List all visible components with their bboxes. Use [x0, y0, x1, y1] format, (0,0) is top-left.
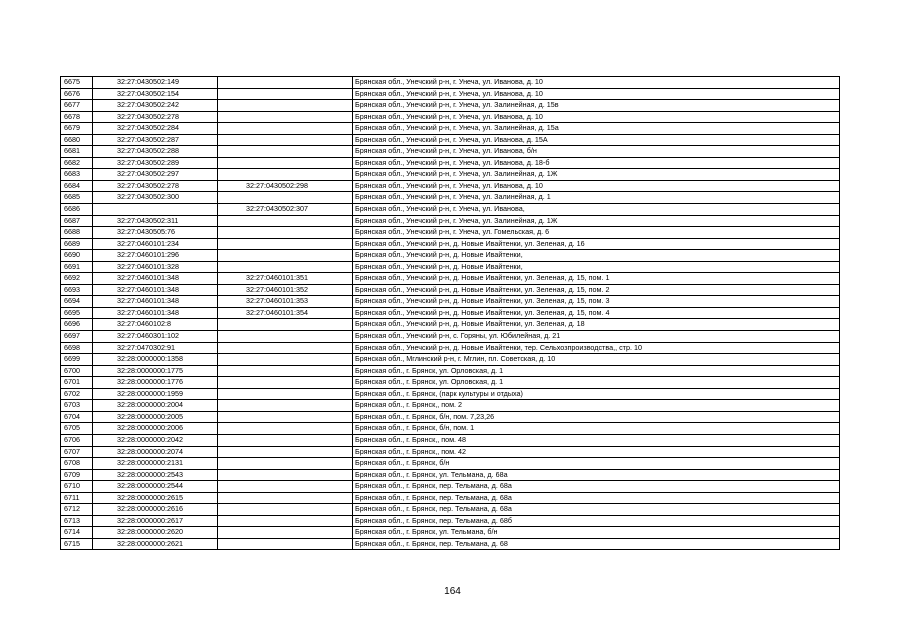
cadastral-number-cell: 32:27:0430505:76 [93, 227, 218, 239]
address-cell: Брянская обл., г. Брянск, ул. Тельмана, б/н [353, 527, 840, 539]
address-cell: Брянская обл., г. Брянск, пер. Тельмана, д. 68а [353, 504, 840, 516]
address-cell: Брянская обл., Унечский р-н, г. Унеча, ул. Иванова, б/н [353, 146, 840, 158]
row-number-cell: 6687 [61, 215, 93, 227]
address-cell: Брянская обл., Мглинский р-н, г. Мглин, пл. Советская, д. 10 [353, 354, 840, 366]
address-cell: Брянская обл., Унечский р-н, д. Новые Ивайтенки, ул. Зеленая, д. 18 [353, 319, 840, 331]
cadastral-number-cell: 32:27:0460101:328 [93, 261, 218, 273]
row-number-cell: 6705 [61, 423, 93, 435]
row-number-cell: 6712 [61, 504, 93, 516]
cadastral-number-cell: 32:28:0000000:2543 [93, 469, 218, 481]
row-number-cell: 6706 [61, 434, 93, 446]
address-cell: Брянская обл., Унечский р-н, г. Унеча, ул. Иванова, [353, 204, 840, 216]
address-cell: Брянская обл., Унечский р-н, д. Новые Ивайтенки, тер. Сельхозпроизводства,, стр. 10 [353, 342, 840, 354]
table-row [61, 481, 840, 493]
cadastral-number-cell: 32:28:0000000:2615 [93, 492, 218, 504]
related-cadastral-number-cell [218, 446, 353, 458]
related-cadastral-number-cell [218, 342, 353, 354]
related-cadastral-number-cell: 32:27:0460101:351 [218, 273, 353, 285]
cadastral-number-cell: 32:27:0430502:289 [93, 157, 218, 169]
cadastral-number-cell: 32:27:0460101:348 [93, 284, 218, 296]
table-row [61, 146, 840, 158]
related-cadastral-number-cell: 32:27:0460101:353 [218, 296, 353, 308]
row-number-cell: 6704 [61, 411, 93, 423]
address-cell: Брянская обл., г. Брянск, ул. Орловская, д. 1 [353, 377, 840, 389]
row-number-cell: 6693 [61, 284, 93, 296]
table-row [61, 204, 840, 216]
related-cadastral-number-cell: 32:27:0460101:354 [218, 307, 353, 319]
cadastral-number-cell: 32:27:0460101:234 [93, 238, 218, 250]
row-number-cell: 6714 [61, 527, 93, 539]
address-cell: Брянская обл., г. Брянск, ул. Тельмана, д. 68а [353, 469, 840, 481]
table-row [61, 296, 840, 308]
row-number-cell: 6684 [61, 180, 93, 192]
table-row [61, 458, 840, 470]
row-number-cell: 6679 [61, 123, 93, 135]
table-row [61, 400, 840, 412]
cadastral-number-cell: 32:27:0430502:300 [93, 192, 218, 204]
row-number-cell: 6709 [61, 469, 93, 481]
related-cadastral-number-cell [218, 365, 353, 377]
address-cell: Брянская обл., Унечский р-н, д. Новые Ивайтенки, [353, 261, 840, 273]
row-number-cell: 6678 [61, 111, 93, 123]
address-cell: Брянская обл., Унечский р-н, г. Унеча, ул. Иванова, д. 18-б [353, 157, 840, 169]
table-row [61, 527, 840, 539]
cadastral-number-cell: 32:28:0000000:1776 [93, 377, 218, 389]
table-row [61, 215, 840, 227]
address-cell: Брянская обл., Унечский р-н, г. Унеча, ул. Иванова, д. 10 [353, 77, 840, 89]
cadastral-number-cell: 32:27:0430502:284 [93, 123, 218, 135]
related-cadastral-number-cell [218, 469, 353, 481]
address-cell: Брянская обл., Унечский р-н, г. Унеча, ул. Иванова, д. 10 [353, 111, 840, 123]
related-cadastral-number-cell [218, 515, 353, 527]
address-cell: Брянская обл., Унечский р-н, г. Унеча, ул. Залинейная, д. 1Ж [353, 215, 840, 227]
related-cadastral-number-cell [218, 77, 353, 89]
address-cell: Брянская обл., г. Брянск, б/н [353, 458, 840, 470]
table-row [61, 492, 840, 504]
cadastral-number-cell: 32:28:0000000:2074 [93, 446, 218, 458]
table-row [61, 365, 840, 377]
row-number-cell: 6694 [61, 296, 93, 308]
related-cadastral-number-cell [218, 123, 353, 135]
table-row [61, 515, 840, 527]
table-row [61, 77, 840, 89]
row-number-cell: 6689 [61, 238, 93, 250]
row-number-cell: 6683 [61, 169, 93, 181]
row-number-cell: 6685 [61, 192, 93, 204]
table-row [61, 504, 840, 516]
related-cadastral-number-cell [218, 100, 353, 112]
cadastral-number-cell: 32:28:0000000:2004 [93, 400, 218, 412]
related-cadastral-number-cell [218, 169, 353, 181]
row-number-cell: 6696 [61, 319, 93, 331]
row-number-cell: 6703 [61, 400, 93, 412]
related-cadastral-number-cell [218, 388, 353, 400]
cadastral-number-cell: 32:27:0460101:348 [93, 296, 218, 308]
address-cell: Брянская обл., Унечский р-н, г. Унеча, ул. Залинейная, д. 15а [353, 123, 840, 135]
address-cell: Брянская обл., г. Брянск, б/н, пом. 1 [353, 423, 840, 435]
related-cadastral-number-cell [218, 88, 353, 100]
row-number-cell: 6677 [61, 100, 93, 112]
row-number-cell: 6698 [61, 342, 93, 354]
cadastral-number-cell: 32:28:0000000:2006 [93, 423, 218, 435]
row-number-cell: 6701 [61, 377, 93, 389]
table-row [61, 411, 840, 423]
table-row [61, 446, 840, 458]
address-cell: Брянская обл., Унечский р-н, д. Новые Ивайтенки, [353, 250, 840, 262]
related-cadastral-number-cell [218, 261, 353, 273]
registry-table-body [61, 77, 840, 550]
related-cadastral-number-cell [218, 111, 353, 123]
address-cell: Брянская обл., Унечский р-н, д. Новые Ивайтенки, ул. Зеленая, д. 15, пом. 3 [353, 296, 840, 308]
cadastral-number-cell: 32:27:0430502:242 [93, 100, 218, 112]
related-cadastral-number-cell [218, 527, 353, 539]
cadastral-number-cell: 32:27:0430502:149 [93, 77, 218, 89]
row-number-cell: 6691 [61, 261, 93, 273]
address-cell: Брянская обл., Унечский р-н, с. Горяны, ул. Юбилейная, д. 21 [353, 331, 840, 343]
cadastral-number-cell: 32:28:0000000:2616 [93, 504, 218, 516]
related-cadastral-number-cell [218, 377, 353, 389]
related-cadastral-number-cell [218, 492, 353, 504]
address-cell: Брянская обл., Унечский р-н, д. Новые Ивайтенки, ул. Зеленая, д. 15, пом. 1 [353, 273, 840, 285]
related-cadastral-number-cell [218, 146, 353, 158]
related-cadastral-number-cell: 32:27:0430502:307 [218, 204, 353, 216]
row-number-cell: 6681 [61, 146, 93, 158]
related-cadastral-number-cell [218, 481, 353, 493]
table-row [61, 284, 840, 296]
table-row [61, 434, 840, 446]
row-number-cell: 6680 [61, 134, 93, 146]
related-cadastral-number-cell [218, 192, 353, 204]
row-number-cell: 6715 [61, 538, 93, 550]
address-cell: Брянская обл., г. Брянск, пер. Тельмана, д. 68а [353, 481, 840, 493]
address-cell: Брянская обл., г. Брянск, пер. Тельмана, д. 68а [353, 492, 840, 504]
cadastral-number-cell: 32:27:0430502:311 [93, 215, 218, 227]
related-cadastral-number-cell [218, 400, 353, 412]
address-cell: Брянская обл., Унечский р-н, д. Новые Ивайтенки, ул. Зеленая, д. 15, пом. 4 [353, 307, 840, 319]
cadastral-number-cell [93, 204, 218, 216]
cadastral-number-cell: 32:28:0000000:2131 [93, 458, 218, 470]
row-number-cell: 6708 [61, 458, 93, 470]
related-cadastral-number-cell [218, 411, 353, 423]
registry-table [60, 76, 840, 550]
table-row [61, 157, 840, 169]
table-row [61, 238, 840, 250]
related-cadastral-number-cell [218, 238, 353, 250]
address-cell: Брянская обл., г. Брянск, б/н, пом. 7,23,26 [353, 411, 840, 423]
cadastral-number-cell: 32:28:0000000:2621 [93, 538, 218, 550]
table-row [61, 538, 840, 550]
cadastral-number-cell: 32:27:0430502:297 [93, 169, 218, 181]
cadastral-number-cell: 32:28:0000000:1775 [93, 365, 218, 377]
address-cell: Брянская обл., г. Брянск, (парк культуры и отдыха) [353, 388, 840, 400]
table-row [61, 88, 840, 100]
address-cell: Брянская обл., г. Брянск,, пом. 42 [353, 446, 840, 458]
related-cadastral-number-cell [218, 227, 353, 239]
address-cell: Брянская обл., г. Брянск, пер. Тельмана, д. 68 [353, 538, 840, 550]
table-row [61, 307, 840, 319]
cadastral-number-cell: 32:28:0000000:2620 [93, 527, 218, 539]
table-row [61, 100, 840, 112]
row-number-cell: 6697 [61, 331, 93, 343]
row-number-cell: 6690 [61, 250, 93, 262]
cadastral-number-cell: 32:28:0000000:2005 [93, 411, 218, 423]
table-row [61, 180, 840, 192]
row-number-cell: 6702 [61, 388, 93, 400]
table-row [61, 469, 840, 481]
table-row [61, 261, 840, 273]
table-row [61, 227, 840, 239]
table-row [61, 192, 840, 204]
row-number-cell: 6695 [61, 307, 93, 319]
cadastral-number-cell: 32:27:0460101:348 [93, 273, 218, 285]
cadastral-number-cell: 32:28:0000000:2042 [93, 434, 218, 446]
cadastral-number-cell: 32:27:0430502:278 [93, 111, 218, 123]
cadastral-number-cell: 32:28:0000000:2544 [93, 481, 218, 493]
related-cadastral-number-cell [218, 319, 353, 331]
row-number-cell: 6686 [61, 204, 93, 216]
cadastral-number-cell: 32:28:0000000:1959 [93, 388, 218, 400]
related-cadastral-number-cell [218, 504, 353, 516]
related-cadastral-number-cell [218, 434, 353, 446]
cadastral-number-cell: 32:27:0460102:8 [93, 319, 218, 331]
address-cell: Брянская обл., Унечский р-н, г. Унеча, ул. Иванова, д. 15А [353, 134, 840, 146]
related-cadastral-number-cell [218, 538, 353, 550]
address-cell: Брянская обл., Унечский р-н, г. Унеча, ул. Залинейная, д. 1Ж [353, 169, 840, 181]
row-number-cell: 6688 [61, 227, 93, 239]
page-number: 164 [444, 586, 461, 597]
table-row [61, 377, 840, 389]
table-row [61, 123, 840, 135]
address-cell: Брянская обл., г. Брянск, ул. Орловская, д. 1 [353, 365, 840, 377]
row-number-cell: 6699 [61, 354, 93, 366]
table-row [61, 111, 840, 123]
row-number-cell: 6713 [61, 515, 93, 527]
cadastral-number-cell: 32:27:0430502:287 [93, 134, 218, 146]
row-number-cell: 6700 [61, 365, 93, 377]
cadastral-number-cell: 32:27:0430502:154 [93, 88, 218, 100]
address-cell: Брянская обл., г. Брянск,, пом. 2 [353, 400, 840, 412]
cadastral-number-cell: 32:28:0000000:2617 [93, 515, 218, 527]
cadastral-number-cell: 32:27:0430502:288 [93, 146, 218, 158]
table-row [61, 250, 840, 262]
related-cadastral-number-cell [218, 354, 353, 366]
row-number-cell: 6675 [61, 77, 93, 89]
table-row [61, 423, 840, 435]
related-cadastral-number-cell [218, 134, 353, 146]
related-cadastral-number-cell [218, 157, 353, 169]
address-cell: Брянская обл., Унечский р-н, г. Унеча, ул. Залинейная, д. 15в [353, 100, 840, 112]
address-cell: Брянская обл., Унечский р-н, д. Новые Ивайтенки, ул. Зеленая, д. 15, пом. 2 [353, 284, 840, 296]
related-cadastral-number-cell: 32:27:0460101:352 [218, 284, 353, 296]
related-cadastral-number-cell [218, 215, 353, 227]
table-row [61, 342, 840, 354]
address-cell: Брянская обл., Унечский р-н, г. Унеча, ул. Гомельская, д. 6 [353, 227, 840, 239]
address-cell: Брянская обл., Унечский р-н, д. Новые Ивайтенки, ул. Зеленая, д. 16 [353, 238, 840, 250]
table-row [61, 354, 840, 366]
table-row [61, 388, 840, 400]
cadastral-number-cell: 32:27:0460101:348 [93, 307, 218, 319]
table-row [61, 319, 840, 331]
row-number-cell: 6682 [61, 157, 93, 169]
address-cell: Брянская обл., г. Брянск, пер. Тельмана, д. 68б [353, 515, 840, 527]
related-cadastral-number-cell [218, 423, 353, 435]
cadastral-number-cell: 32:28:0000000:1358 [93, 354, 218, 366]
cadastral-number-cell: 32:27:0460101:296 [93, 250, 218, 262]
row-number-cell: 6710 [61, 481, 93, 493]
row-number-cell: 6711 [61, 492, 93, 504]
table-row [61, 331, 840, 343]
row-number-cell: 6707 [61, 446, 93, 458]
address-cell: Брянская обл., Унечский р-н, г. Унеча, ул. Залинейная, д. 1 [353, 192, 840, 204]
cadastral-number-cell: 32:27:0460301:102 [93, 331, 218, 343]
related-cadastral-number-cell [218, 458, 353, 470]
row-number-cell: 6676 [61, 88, 93, 100]
address-cell: Брянская обл., г. Брянск,, пом. 48 [353, 434, 840, 446]
table-row [61, 169, 840, 181]
cadastral-number-cell: 32:27:0470302:91 [93, 342, 218, 354]
row-number-cell: 6692 [61, 273, 93, 285]
related-cadastral-number-cell [218, 250, 353, 262]
table-row [61, 134, 840, 146]
address-cell: Брянская обл., Унечский р-н, г. Унеча, ул. Иванова, д. 10 [353, 180, 840, 192]
related-cadastral-number-cell [218, 331, 353, 343]
table-row [61, 273, 840, 285]
cadastral-number-cell: 32:27:0430502:278 [93, 180, 218, 192]
address-cell: Брянская обл., Унечский р-н, г. Унеча, ул. Иванова, д. 10 [353, 88, 840, 100]
related-cadastral-number-cell: 32:27:0430502:298 [218, 180, 353, 192]
